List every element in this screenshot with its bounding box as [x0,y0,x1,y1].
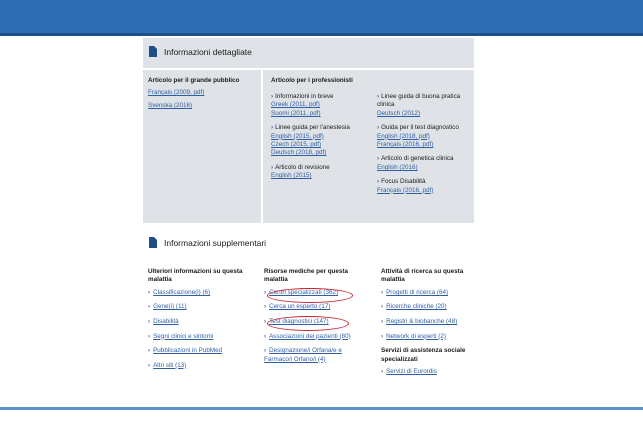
group-title: › Articolo di genetica clinica [377,155,454,163]
highlight-circle [267,316,349,331]
research-link[interactable]: › Network di esperti (2) [381,332,446,340]
chevron-right-icon: › [264,318,267,325]
pro-group [377,124,471,149]
column-title: Attività di ricerca su questa malattia [381,268,464,284]
medical-resource-link[interactable]: › Designazione/i Orfana/e e Farmaco/i Orfano/i (4) [264,347,342,363]
disease-info-link[interactable]: › Disabilità [148,318,179,325]
disease-info-link[interactable]: › Classificazione(i) (6) [148,288,211,296]
public-article-column [148,77,258,110]
pro-link[interactable]: Français (2016, pdf) [377,186,434,194]
group-title: › Informazioni in breve [271,93,334,100]
pro-link[interactable]: English (2018, pdf) [377,132,430,140]
pro-link[interactable]: Czech (2015, pdf) [271,141,322,149]
medical-resource-link[interactable]: › Test diagnostici (147) [264,318,329,325]
chevron-right-icon: › [377,178,380,186]
chevron-right-icon: › [148,347,151,355]
pro-link[interactable]: Deutsch (2018, pdf) [271,149,327,157]
services-link[interactable]: › Servizi di Eurordis [381,368,437,375]
group-title: › Articolo di revisione [271,163,330,171]
highlight-circle [267,288,353,303]
services-title: Servizi di assistenza sociale specializzati [381,347,466,363]
chevron-right-icon: › [381,368,384,375]
column-title: Risorse mediche per questa malattia [264,268,348,284]
chevron-right-icon: › [148,288,151,296]
research-link[interactable]: › Registri & biobanche (48) [381,318,458,325]
group-title: › Linee guida per l'anestesia [271,124,350,132]
detailed-info-header [149,46,252,57]
pro-group [377,93,471,118]
chevron-right-icon: › [381,303,384,311]
column-divider [261,70,263,223]
chevron-right-icon: › [264,347,267,355]
public-article-link[interactable]: Svenska (2016) [148,101,193,109]
disease-info-link[interactable]: › Gene(i) (11) [148,303,187,311]
medical-resource-link[interactable]: › Associazioni dei pazienti (80) [264,332,351,340]
pro-link[interactable]: Greek (2011, pdf) [271,101,320,109]
chevron-right-icon: › [377,155,380,163]
column-title: Articolo per i professionisti [271,77,353,84]
chevron-right-icon: › [381,288,384,296]
pro-group [377,155,471,172]
divider [143,68,474,70]
document-icon [149,46,157,57]
chevron-right-icon: › [264,303,267,311]
chevron-right-icon: › [381,318,384,325]
pro-group [271,93,363,118]
pro-link[interactable]: Suomi (2011, pdf) [271,109,321,117]
supplementary-info-header [149,237,266,248]
medical-resource-link[interactable]: › Centri specializzati (362) [264,288,339,296]
public-article-link[interactable]: Français (2009, pdf) [148,89,205,97]
chevron-right-icon: › [148,318,151,325]
chevron-right-icon: › [377,124,380,132]
chevron-right-icon: › [271,124,274,132]
bottom-rule [0,407,643,410]
pro-group [271,164,363,181]
chevron-right-icon: › [264,332,267,340]
pro-link[interactable]: English (2015) [271,172,312,180]
chevron-right-icon: › [271,93,274,100]
chevron-right-icon: › [148,332,151,340]
disease-info-link[interactable]: › Altri siti (13) [148,361,187,369]
section-title: Informazioni dettagliate [164,46,252,57]
chevron-right-icon: › [381,332,384,340]
pro-link[interactable]: English (2015, pdf) [271,132,324,140]
pro-link[interactable]: Deutsch (2012) [377,109,421,117]
chevron-right-icon: › [148,361,151,369]
group-title: › Linee guida di buona pratica clinica [377,93,461,109]
medical-resource-link[interactable]: › Cerca un esperto (17) [264,303,331,311]
research-link[interactable]: › Progetti di ricerca (64) [381,288,449,296]
pro-link[interactable]: Français (2016, pdf) [377,141,434,149]
group-title: › Focus Disabilità [377,178,426,186]
disease-info-link[interactable]: › Segni clinici e sintomi [148,332,214,340]
chevron-right-icon: › [377,93,380,100]
top-banner [0,0,643,36]
research-link[interactable]: › Ricerche cliniche (20) [381,303,447,311]
disease-info-column [148,268,258,376]
column-title: Articolo per il grande pubblico [148,77,240,84]
chevron-right-icon: › [271,163,274,171]
section-title: Informazioni supplementari [164,237,267,248]
chevron-right-icon: › [148,303,151,311]
chevron-right-icon: › [264,288,267,296]
supplementary-info-panel [143,224,474,402]
document-icon [149,237,157,248]
pro-article-title [271,77,471,89]
group-title: › Guida per il test diagnostico [377,124,459,132]
pro-left-column [271,93,363,187]
detailed-info-panel [143,38,474,223]
pro-group [271,124,363,158]
pro-link[interactable]: English (2016) [377,163,418,171]
pro-group [377,178,471,195]
column-title: Ulteriori informazioni su questa malattia [148,268,243,284]
pro-right-column [377,93,471,201]
research-column [381,268,473,383]
disease-info-link[interactable]: › Pubblicazioni in PubMed [148,347,223,355]
